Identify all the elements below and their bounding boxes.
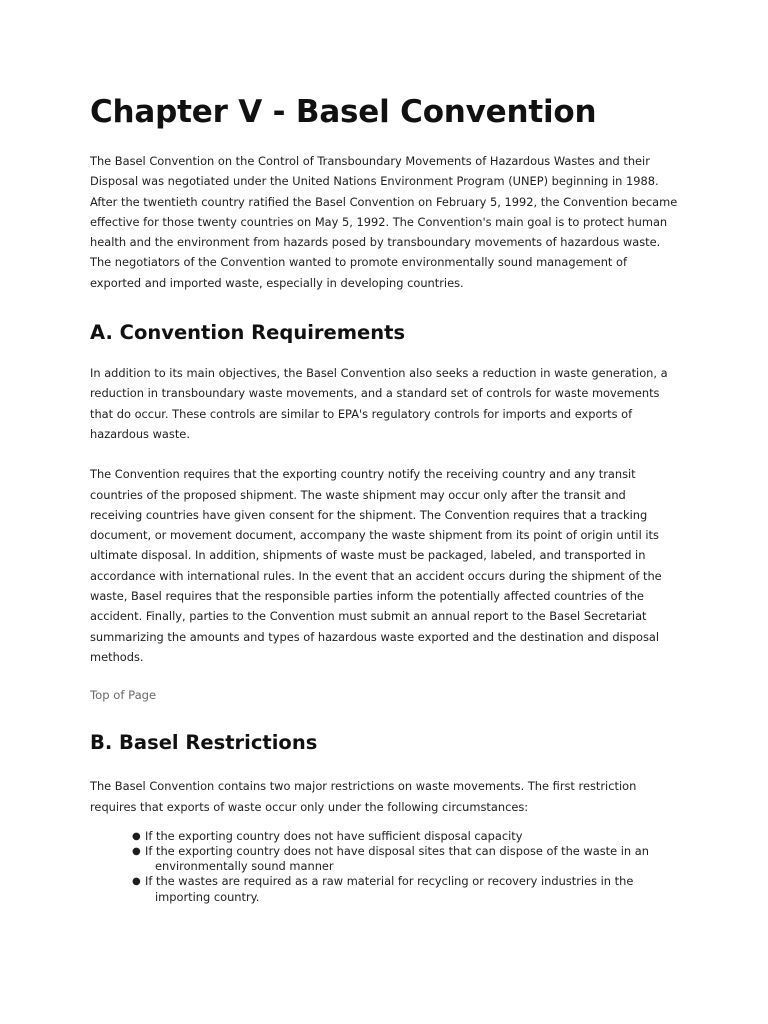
intro-paragraph [90,151,678,293]
list-item-text-continued: environmentally sound manner [155,859,334,874]
paragraph-line: methods. [90,649,144,664]
paragraph-line: that do occur. These controls are similar to EPA's regulatory controls for imports and exports of [90,406,633,421]
paragraph-line: countries of the proposed shipment. The waste shipment may occur only after the transit and [90,487,626,502]
paragraph-line: In addition to its main objectives, the Basel Convention also seeks a reduction in waste generation, a [90,366,668,381]
paragraph-line: waste, Basel requires that the responsible parties inform the potentially affected countries of the [90,589,644,604]
paragraph-line: hazardous waste. [90,426,190,441]
paragraph-line: reduction in transboundary waste movements, and a standard set of controls for waste movements [90,386,660,401]
intro-line: exported and imported waste, especially in developing countries. [90,275,464,290]
paragraph-line: accident. Finally, parties to the Convention must submit an annual report to the Basel Secretariat [90,609,647,624]
paragraph-line: The Convention requires that the exporting country notify the receiving country and any transit [90,467,636,482]
page-title: Chapter V - Basel Convention [90,94,597,130]
paragraph-line: document, or movement document, accompany the waste shipment from its point of origin until its [90,528,659,543]
paragraph-line: requires that exports of waste occur only under the following circumstances: [90,799,529,814]
intro-line: The negotiators of the Convention wanted to promote environmentally sound management of [90,255,627,270]
paragraph-line: accordance with international rules. In the event that an accident occurs during the shipment of the [90,568,662,583]
intro-line: Disposal was negotiated under the United Nations Environment Program (UNEP) beginning in 1988. [90,174,659,189]
paragraph-line: The Basel Convention contains two major restrictions on waste movements. The first restriction [90,779,637,794]
paragraph-line: ultimate disposal. In addition, shipments of waste must be packaged, labeled, and transported in [90,548,646,563]
list-item-text: If the exporting country does not have disposal sites that can dispose of the waste in an [145,844,649,859]
bullet-icon: ● [132,846,141,858]
list-item [132,874,678,904]
section-b-heading: B. Basel Restrictions [90,731,318,755]
intro-line: After the twentieth country ratified the Basel Convention on February 5, 1992, the Convention became [90,194,678,209]
list-item-text: If the wastes are required as a raw material for recycling or recovery industries in the [145,874,634,889]
bullet-icon: ● [132,830,141,842]
intro-line: health and the environment from hazards posed by transboundary movements of hazardous waste. [90,235,661,250]
restrictions-list [90,829,678,905]
list-item [132,844,678,874]
list-item-text: If the exporting country does not have sufficient disposal capacity [145,828,523,843]
top-of-page-link[interactable]: Top of Page [90,688,157,703]
list-item [132,828,678,844]
section-b-paragraph-1 [90,776,678,817]
intro-line: effective for those twenty countries on May 5, 1992. The Convention's main goal is to protect human [90,214,668,229]
paragraph-line: receiving countries have given consent for the shipment. The Convention requires that a tracking [90,507,648,522]
section-a-paragraph-2 [90,464,678,667]
list-item-text-continued: importing country. [155,889,260,904]
bullet-icon: ● [132,876,141,888]
section-a-paragraph-1 [90,363,678,444]
paragraph-line: summarizing the amounts and types of hazardous waste exported and the destination and disposal [90,629,660,644]
section-a-heading: A. Convention Requirements [90,321,406,345]
intro-line: The Basel Convention on the Control of Transboundary Movements of Hazardous Wastes and their [90,154,650,168]
